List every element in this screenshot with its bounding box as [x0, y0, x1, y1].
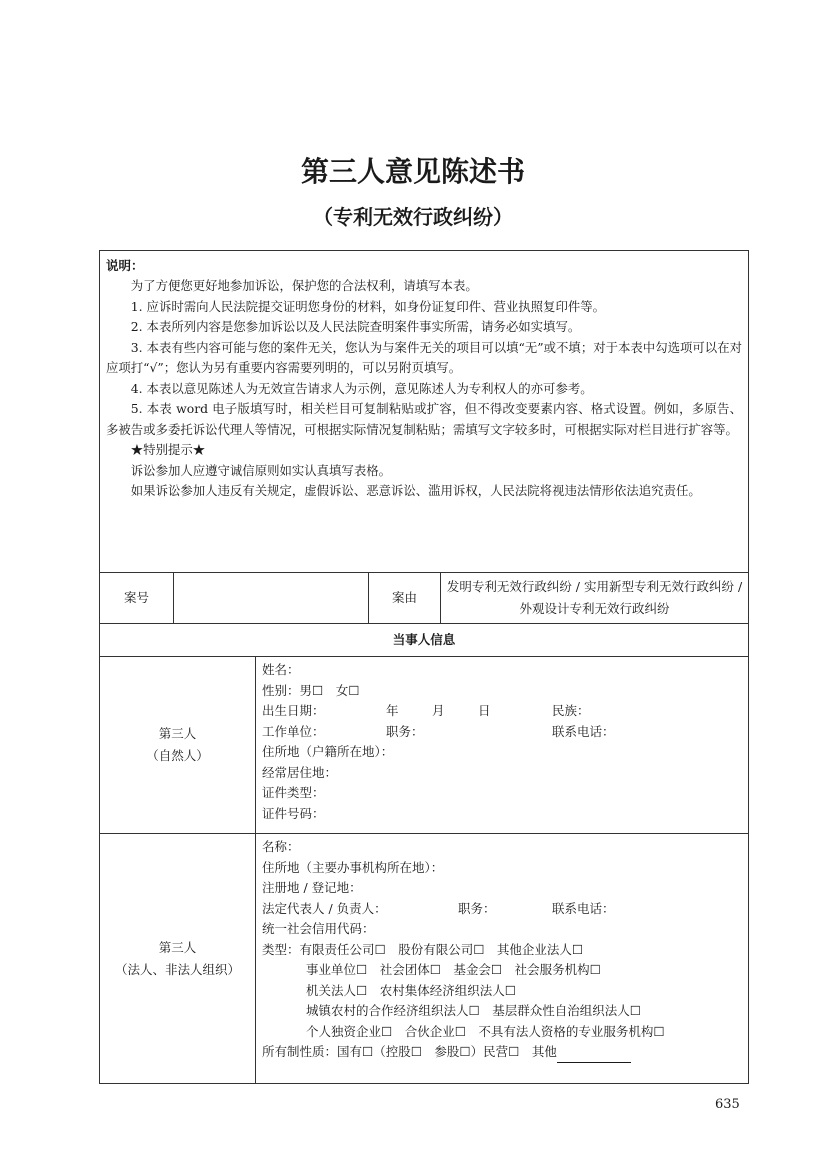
special-notice-heading: ★特别提示★ [130, 442, 206, 457]
org-registered-field[interactable]: 注册地 / 登记地： [262, 880, 362, 895]
instruction-paragraph: 2. 本表所列内容是您参加诉讼以及人民法院查明案件事实所需，请务必如实填写。 [130, 319, 581, 334]
year-label: 年 [386, 703, 399, 718]
legal-rep-field[interactable]: 法定代表人 / 负责人： [262, 900, 387, 916]
habitual-residence-field[interactable]: 经常居住地： [262, 764, 338, 780]
instruction-paragraph: 5. 本表 word 电子版填写时，相关栏目可复制粘贴或扩容，但不得改变要素内容、格式设置。例如，多原告、多被告或多委托诉讼代理人等情况，可根据实际情况复制粘贴；需填写文字较多时，可根据实际对栏目进行扩容等。 [106, 401, 742, 437]
natural-person-fields [256, 657, 749, 834]
organization-fields [256, 834, 749, 1084]
position-field[interactable]: 职务： [386, 723, 424, 739]
natural-person-label [100, 657, 256, 834]
organization-label [100, 834, 256, 1084]
day-label: 日 [478, 703, 491, 718]
name-field[interactable]: 姓名： [262, 662, 300, 677]
org-position-field[interactable]: 职务： [458, 900, 496, 916]
org-type-line-3[interactable]: 机关法人☐ 农村集体经济组织法人☐ [306, 982, 516, 998]
case-number-field[interactable] [174, 573, 369, 624]
org-type-line-1[interactable]: 类型：有限责任公司☐ 股份有限公司☐ 其他企业法人☐ [262, 941, 584, 957]
instruction-paragraph: 3. 本表有些内容可能与您的案件无关，您认为与案件无关的项目可以填“无”或不填；对于本表中勾选项可以在对应项打“√”；您认为另有重要内容需要列明的，可以另附页填写。 [106, 339, 742, 375]
ethnicity-field[interactable]: 民族： [552, 703, 590, 718]
page-number: 635 [715, 1097, 740, 1112]
month-label: 月 [432, 703, 445, 718]
instruction-paragraph: 如果诉讼参加人违反有关规定，虚假诉讼、恶意诉讼、滥用诉权，人民法院将视违法情形依法追究责任。 [130, 483, 701, 498]
ownership-field[interactable]: 所有制性质：国有☐（控股☐ 参股☐）民营☐ 其他 [262, 1044, 557, 1059]
ownership-row [262, 1042, 742, 1063]
statement-form [99, 250, 749, 1084]
legal-rep-row [262, 899, 742, 920]
instruction-paragraph: 4. 本表以意见陈述人为无效宣告请求人为示例，意见陈述人为专利权人的亦可参考。 [130, 380, 593, 396]
organization-label-line1: 第三人 [158, 939, 197, 955]
instruction-paragraph: 1. 应诉时需向人民法院提交证明您身份的材料，如身份证复印件、营业执照复印件等。 [130, 298, 606, 314]
org-address-field[interactable]: 住所地（主要办事机构所在地）： [262, 859, 444, 875]
case-cause-value: 发明专利无效行政纠纷 / 实用新型专利无效行政纠纷 / 外观设计专利无效行政纠纷 [441, 573, 749, 624]
phone-field[interactable]: 联系电话： [552, 723, 615, 739]
instructions-heading: 说明： [106, 258, 144, 273]
residence-field[interactable]: 住所地（户籍所在地）： [262, 744, 394, 759]
page-title: 第三人意见陈述书 [300, 155, 525, 188]
page-subtitle: （专利无效行政纠纷） [313, 205, 513, 229]
org-type-line-5[interactable]: 个人独资企业☐ 合伙企业☐ 不具有法人资格的专业服务机构☐ [306, 1023, 665, 1039]
birth-date-row [262, 701, 742, 722]
gender-field[interactable]: 性别：男☐ 女☐ [262, 682, 360, 698]
case-cause-label: 案由 [369, 573, 441, 624]
org-name-field[interactable]: 名称： [262, 839, 300, 854]
instruction-paragraph: 诉讼参加人应遵守诚信原则如实认真填写表格。 [130, 462, 391, 478]
ownership-other-blank[interactable] [557, 1048, 631, 1063]
employer-field[interactable]: 工作单位： [262, 723, 325, 739]
natural-person-label-line2: （自然人） [146, 748, 209, 763]
org-type-line-4[interactable]: 城镇农村的合作经济组织法人☐ 基层群众性自治组织法人☐ [306, 1003, 641, 1018]
employer-row [262, 722, 742, 743]
birth-date-label: 出生日期： [262, 703, 325, 718]
party-info-heading: 当事人信息 [100, 624, 749, 657]
org-type-line-2[interactable]: 事业单位☐ 社会团体☐ 基金会☐ 社会服务机构☐ [306, 962, 601, 977]
id-number-field[interactable]: 证件号码： [262, 805, 325, 821]
natural-person-label-line1: 第三人 [158, 726, 197, 741]
organization-label-line2: （法人、非法人组织） [114, 961, 240, 977]
instructions-section [100, 251, 749, 573]
credit-code-field[interactable]: 统一社会信用代码： [262, 921, 375, 936]
id-type-field[interactable]: 证件类型： [262, 785, 325, 800]
org-phone-field[interactable]: 联系电话： [552, 900, 615, 916]
case-number-label: 案号 [100, 573, 174, 624]
instruction-paragraph: 为了方便您更好地参加诉讼，保护您的合法权利，请填写本表。 [130, 278, 478, 293]
